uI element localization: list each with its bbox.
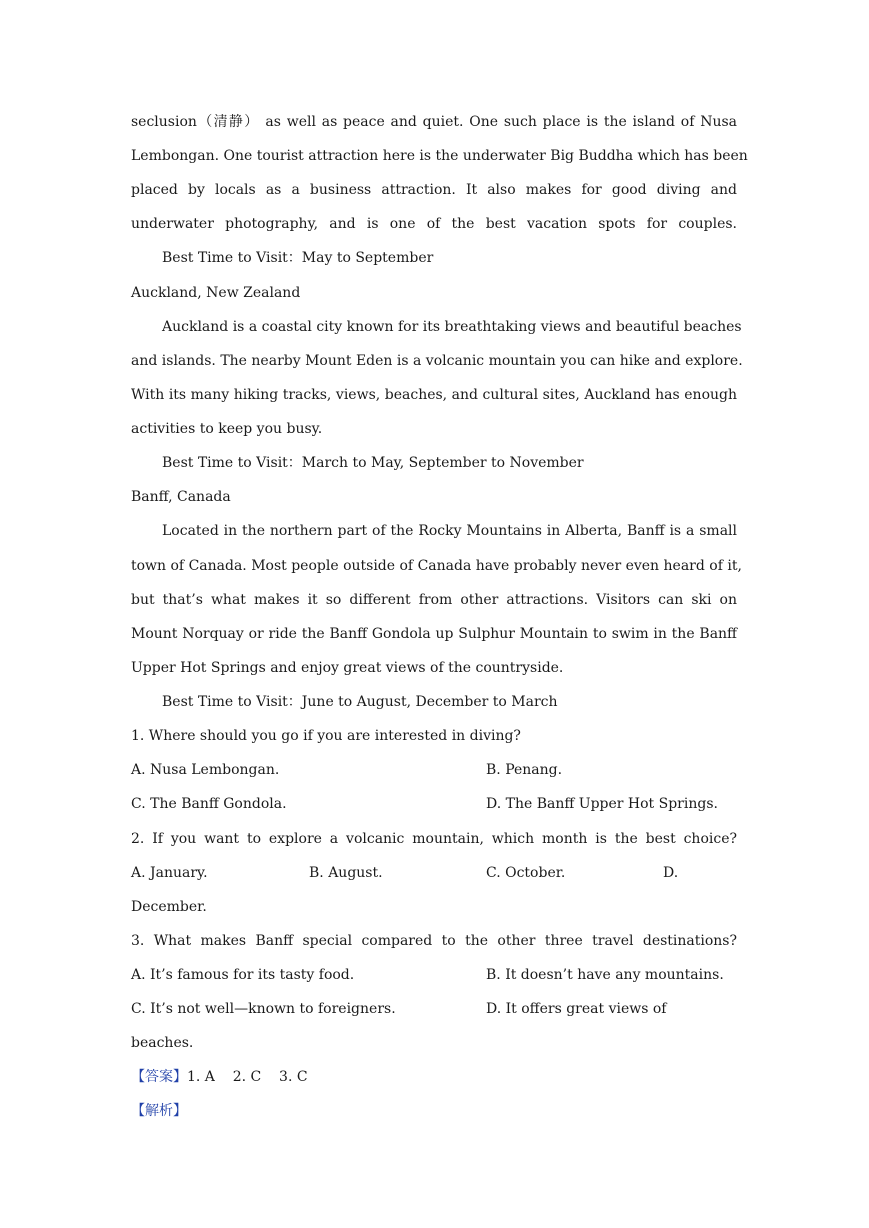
option-b: B. It doesn’t have any mountains. <box>486 967 724 983</box>
passage-line: activities to keep you busy. <box>131 421 323 437</box>
question-stem: 2. If you want to explore a volcanic mountain, which month is the best choice? <box>131 831 737 847</box>
passage-line: town of Canada. Most people outside of Canada have probably never even heard of it, <box>131 558 742 574</box>
answer-text: 1. A 2. C 3. C <box>187 1069 308 1085</box>
option-d-continued: beaches. <box>131 1035 194 1051</box>
option-a: A. January. <box>131 865 208 881</box>
passage-line: With its many hiking tracks, views, beaches, and cultural sites, Auckland has enough <box>131 387 737 403</box>
option-a: A. It’s famous for its tasty food. <box>131 967 355 983</box>
passage-line: Upper Hot Springs and enjoy great views of the countryside. <box>131 660 564 676</box>
passage-line: seclusion（清静） as well as peace and quiet. One such place is the island of Nusa <box>131 114 737 130</box>
analysis-label: 【解析】 <box>131 1103 187 1119</box>
option-b: B. August. <box>309 865 383 881</box>
option-d: D. It offers great views of <box>486 1001 667 1017</box>
option-c: C. It’s not well—known to foreigners. <box>131 1001 396 1017</box>
passage-line: placed by locals as a business attraction. It also makes for good diving and <box>131 182 737 198</box>
option-c: C. The Banff Gondola. <box>131 796 287 812</box>
passage-line: Located in the northern part of the Rocky Mountains in Alberta, Banff is a small <box>162 523 737 539</box>
passage-line: Auckland is a coastal city known for its breathtaking views and beautiful beaches <box>162 319 742 335</box>
answer-label: 【答案】 <box>131 1069 187 1085</box>
option-d: D. <box>663 865 679 881</box>
best-time-line: Best Time to Visit：June to August, December to March <box>162 694 558 710</box>
answer-line <box>131 1067 308 1087</box>
option-b: B. Penang. <box>486 762 563 778</box>
option-d: D. The Banff Upper Hot Springs. <box>486 796 718 812</box>
best-time-line: Best Time to Visit：May to September <box>162 250 434 266</box>
option-a: A. Nusa Lembongan. <box>131 762 280 778</box>
passage-line: and islands. The nearby Mount Eden is a volcanic mountain you can hike and explore. <box>131 353 743 369</box>
option-d-continued: December. <box>131 899 207 915</box>
question-stem: 1. Where should you go if you are interested in diving? <box>131 728 521 744</box>
option-c: C. October. <box>486 865 566 881</box>
passage-line: but that’s what makes it so different from other attractions. Visitors can ski on <box>131 592 737 608</box>
passage-line: underwater photography, and is one of the best vacation spots for couples. <box>131 216 737 232</box>
question-stem: 3. What makes Banff special compared to the other three travel destinations? <box>131 933 737 949</box>
section-heading-banff: Banff, Canada <box>131 489 231 505</box>
best-time-line: Best Time to Visit：March to May, September to November <box>162 455 584 471</box>
passage-line: Mount Norquay or ride the Banff Gondola up Sulphur Mountain to swim in the Banff <box>131 626 737 642</box>
passage-line: Lembongan. One tourist attraction here is the underwater Big Buddha which has been <box>131 148 748 164</box>
section-heading-auckland: Auckland, New Zealand <box>131 285 301 301</box>
